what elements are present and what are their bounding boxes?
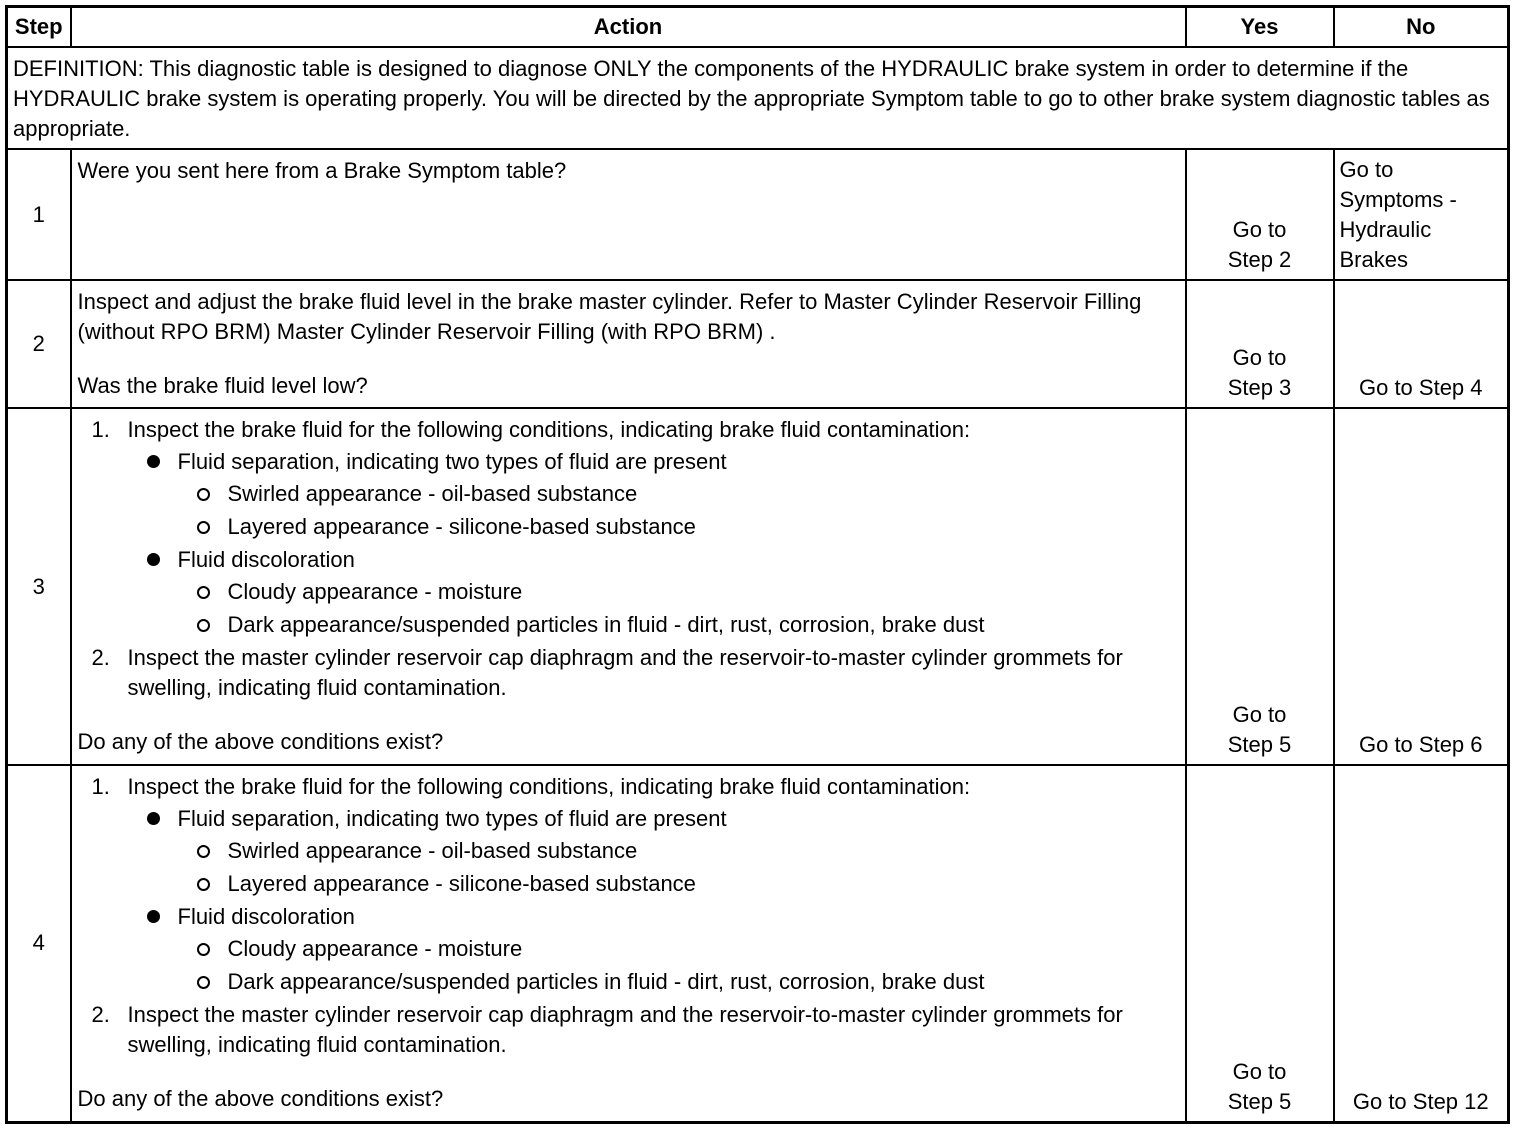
- header-row: [7, 7, 1509, 48]
- item-text: Inspect the brake fluid for the following conditions, indicating brake fluid contamination:: [127, 774, 971, 799]
- yes-line: Step 2: [1227, 247, 1292, 272]
- question-text: Do any of the above conditions exist?: [77, 1086, 444, 1111]
- step-number: 4: [7, 765, 71, 1122]
- yes-line: Go to: [1232, 1058, 1287, 1084]
- no-line: Symptoms -: [1339, 187, 1457, 212]
- sub-list: [178, 479, 1179, 542]
- action-cell: [71, 280, 1186, 408]
- sub-list: [178, 577, 1179, 640]
- numbered-list: [78, 415, 1179, 703]
- item-number: 2.: [91, 645, 110, 670]
- question-text: Was the brake fluid level low?: [77, 373, 368, 398]
- header-no: No: [1334, 7, 1509, 48]
- action-cell: [71, 408, 1186, 765]
- bullet-item: [178, 545, 1179, 640]
- sub-item: Dark appearance/suspended particles in fluid - dirt, rust, corrosion, brake dust: [228, 610, 1179, 640]
- sub-item: Dark appearance/suspended particles in fluid - dirt, rust, corrosion, brake dust: [228, 967, 1179, 997]
- list-item: [91, 1000, 1179, 1060]
- yes-line: Step 5: [1227, 1088, 1292, 1114]
- step-number: 1: [7, 149, 71, 280]
- no-line: Go to Step 4: [1358, 375, 1483, 400]
- sub-item: Cloudy appearance - moisture: [228, 577, 1179, 607]
- yes-cell: [1186, 149, 1334, 280]
- list-item: [91, 772, 1179, 997]
- no-line: Go to Step 6: [1358, 732, 1483, 757]
- action-text: Inspect and adjust the brake fluid level in the brake master cylinder. Refer to Master Cylinder Reservoir Filling (without RPO BRM) Master Cylinder Reservoir Filling (with RPO BRM) .: [77, 289, 1142, 344]
- bullet-text: Fluid separation, indicating two types of fluid are present: [177, 806, 727, 831]
- sub-list: [178, 934, 1179, 997]
- bullet-text: Fluid discoloration: [177, 547, 355, 572]
- yes-line: Go to: [1232, 702, 1287, 727]
- yes-line: Step 3: [1227, 375, 1292, 400]
- table-row: [7, 280, 1509, 408]
- sub-item: Layered appearance - silicone-based substance: [228, 869, 1179, 899]
- list-item: [91, 415, 1179, 640]
- yes-line: Go to: [1232, 345, 1287, 370]
- header-yes: Yes: [1186, 7, 1334, 48]
- bullet-text: Fluid discoloration: [177, 904, 355, 929]
- no-line: Go to Step 12: [1352, 1088, 1489, 1114]
- yes-line: Step 5: [1227, 732, 1292, 757]
- bullet-item: [178, 447, 1179, 542]
- sub-item: Swirled appearance - oil-based substance: [228, 479, 1179, 509]
- item-number: 1.: [91, 774, 110, 799]
- definition-text: DEFINITION: This diagnostic table is designed to diagnose ONLY the components of the HYDRAULIC brake system in order to determine if the HYDRAULIC brake system is operating properly. You will be directed by the appropriate Symptom table to go to other brake system diagnostic tables as appropriate.: [7, 47, 1509, 149]
- table-row: [7, 408, 1509, 765]
- no-cell: [1334, 765, 1509, 1122]
- item-text: Inspect the master cylinder reservoir cap diaphragm and the reservoir-to-master cylinder grommets for swelling, indicating fluid contamination.: [127, 645, 1123, 700]
- no-cell: [1334, 280, 1509, 408]
- table-row: [7, 765, 1509, 1122]
- header-step: Step: [7, 7, 71, 48]
- bullet-list: [128, 447, 1179, 640]
- bullet-item: [178, 804, 1179, 899]
- bullet-text: Fluid separation, indicating two types of fluid are present: [177, 449, 727, 474]
- bullet-list: [128, 804, 1179, 997]
- list-item: [91, 643, 1179, 703]
- sub-item: Layered appearance - silicone-based substance: [228, 512, 1179, 542]
- sub-item: Swirled appearance - oil-based substance: [228, 836, 1179, 866]
- numbered-list: [78, 772, 1179, 1060]
- item-text: Inspect the brake fluid for the following conditions, indicating brake fluid contamination:: [127, 417, 971, 442]
- header-action: Action: [71, 7, 1186, 48]
- sub-list: [178, 836, 1179, 899]
- yes-cell: [1186, 280, 1334, 408]
- question-text: Do any of the above conditions exist?: [77, 729, 444, 754]
- table-row: [7, 149, 1509, 280]
- definition-row: [7, 47, 1509, 149]
- bullet-item: [178, 902, 1179, 997]
- item-number: 1.: [91, 417, 110, 442]
- diagnostic-table: [5, 5, 1510, 1124]
- yes-cell: [1186, 408, 1334, 765]
- no-line: Go to: [1339, 157, 1394, 182]
- step-number: 3: [7, 408, 71, 765]
- action-cell: [71, 765, 1186, 1122]
- no-cell: [1334, 149, 1509, 280]
- no-cell: [1334, 408, 1509, 765]
- no-line: Brakes: [1339, 247, 1408, 272]
- item-number: 2.: [91, 1002, 110, 1027]
- step-number: 2: [7, 280, 71, 408]
- item-text: Inspect the master cylinder reservoir cap diaphragm and the reservoir-to-master cylinder grommets for swelling, indicating fluid contamination.: [127, 1002, 1123, 1057]
- sub-item: Cloudy appearance - moisture: [228, 934, 1179, 964]
- action-cell: [71, 149, 1186, 280]
- action-text: Were you sent here from a Brake Symptom table?: [77, 158, 567, 183]
- no-line: Hydraulic: [1339, 217, 1432, 242]
- yes-cell: [1186, 765, 1334, 1122]
- yes-line: Go to: [1232, 217, 1287, 242]
